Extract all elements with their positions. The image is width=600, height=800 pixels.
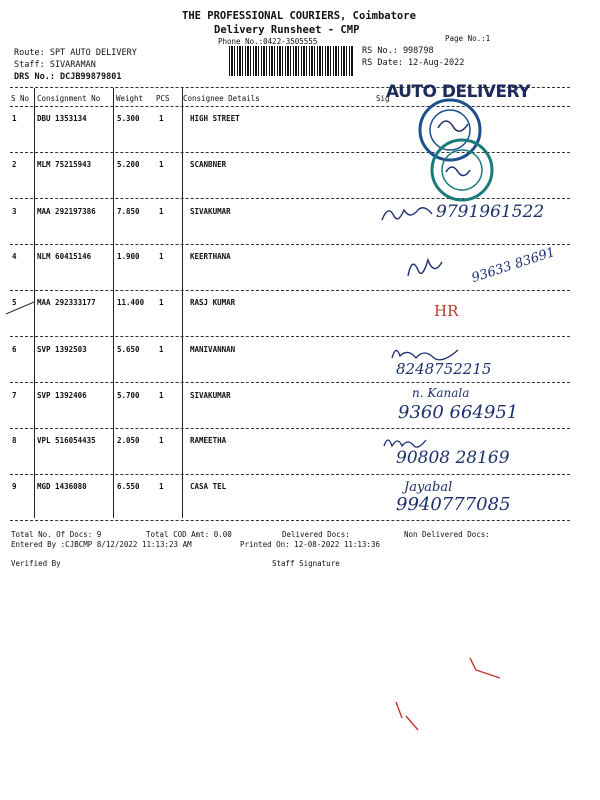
row-1-consignee: HIGH STREET bbox=[190, 114, 240, 123]
row-3-pcs: 1 bbox=[159, 207, 164, 216]
col-header-pcs: PCS bbox=[156, 94, 170, 103]
row-4-consignment: NLM 60415146 bbox=[37, 252, 92, 261]
row-4-pcs: 1 bbox=[159, 252, 164, 261]
delivered-docs: Delivered Docs: bbox=[282, 530, 350, 539]
page-number: Page No.:1 bbox=[445, 34, 491, 43]
handwritten-phone-row-7: 9360 664951 bbox=[398, 402, 519, 423]
handwritten-name-row-7: n. Kanala bbox=[412, 386, 470, 400]
col-header-consignee: Consignee Details bbox=[183, 94, 260, 103]
row-separator bbox=[10, 428, 570, 429]
row-5-weight: 11.400 bbox=[117, 298, 145, 307]
handwritten-name-row-9: Jayabal bbox=[404, 480, 453, 495]
row-4-sno: 4 bbox=[12, 252, 17, 261]
row-7-consignment: SVP 1392406 bbox=[37, 391, 87, 400]
col-header-consignment: Consignment No bbox=[37, 94, 101, 103]
row-separator bbox=[10, 290, 570, 291]
row-3-sno: 3 bbox=[12, 207, 17, 216]
row-7-sno: 7 bbox=[12, 391, 17, 400]
total-cod: Total COD Amt: 0.00 bbox=[146, 530, 232, 539]
row-3-consignee: SIVAKUMAR bbox=[190, 207, 231, 216]
row-1-consignment: DBU 1353134 bbox=[37, 114, 87, 123]
row-9-consignment: MGD 1436080 bbox=[37, 482, 87, 491]
row-6-weight: 5.650 bbox=[117, 345, 140, 354]
row-2-weight: 5.200 bbox=[117, 160, 140, 169]
non-delivered-docs: Non Delivered Docs: bbox=[404, 530, 490, 539]
red-ink-mark bbox=[392, 700, 426, 734]
auto-delivery-stamp: AUTO DELIVERY bbox=[386, 82, 531, 102]
red-ink-mark bbox=[466, 656, 506, 680]
row-5-consignee: RASJ KUMAR bbox=[190, 298, 236, 307]
verified-by: Verified By bbox=[11, 559, 61, 568]
rs-date: RS Date: 12-Aug-2022 bbox=[362, 58, 465, 68]
check-mark-icon bbox=[4, 298, 38, 318]
staff: Staff: SIVARAMAN bbox=[14, 60, 96, 70]
sheet-title: Delivery Runsheet - CMP bbox=[214, 24, 360, 36]
staff-signature: Staff Signature bbox=[272, 559, 340, 568]
row-2-pcs: 1 bbox=[159, 160, 164, 169]
row-9-weight: 6.550 bbox=[117, 482, 140, 491]
handwritten-phone-row-3: 9791961522 bbox=[436, 202, 545, 222]
entered-by: Entered By :CJBCMP 8/12/2022 11:13:23 AM bbox=[11, 540, 192, 549]
row-separator bbox=[10, 382, 570, 383]
col-header-weight: Weight bbox=[116, 94, 144, 103]
rs-number: RS No.: 998798 bbox=[362, 46, 434, 56]
signature-row-4 bbox=[402, 252, 452, 284]
row-separator bbox=[10, 474, 570, 475]
total-docs: Total No. Of Docs: 9 bbox=[11, 530, 102, 539]
phone-number: Phone No.:0422-3505555 bbox=[218, 37, 318, 46]
row-6-sno: 6 bbox=[12, 345, 17, 354]
row-6-pcs: 1 bbox=[159, 345, 164, 354]
handwritten-phone-row-9: 9940777085 bbox=[396, 494, 511, 515]
row-separator bbox=[10, 244, 570, 245]
row-8-consignee: RAMEETHA bbox=[190, 436, 227, 445]
company-name: THE PROFESSIONAL COURIERS, Coimbatore bbox=[182, 10, 416, 22]
col-header-sno: S No bbox=[11, 94, 30, 103]
handwritten-phone-row-8: 90808 28169 bbox=[396, 448, 510, 468]
row-1-pcs: 1 bbox=[159, 114, 164, 123]
signature-row-3 bbox=[378, 202, 438, 228]
row-6-consignee: MANIVANNAN bbox=[190, 345, 236, 354]
row-2-consignee: SCANBNER bbox=[190, 160, 227, 169]
row-8-pcs: 1 bbox=[159, 436, 164, 445]
row-1-weight: 5.300 bbox=[117, 114, 140, 123]
table-bottom-rule bbox=[10, 520, 570, 521]
row-8-sno: 8 bbox=[12, 436, 17, 445]
printed-on: Printed On: 12-08-2022 11:13:36 bbox=[240, 540, 380, 549]
row-separator bbox=[10, 336, 570, 337]
row-8-consignment: VPL 516054435 bbox=[37, 436, 96, 445]
handwritten-phone-row-4: 93633 83691 bbox=[469, 244, 558, 287]
row-1-sno: 1 bbox=[12, 114, 17, 123]
scanned-stamp-icon bbox=[410, 92, 506, 210]
col-header-signature: Sig bbox=[376, 94, 390, 103]
handwritten-phone-row-6: 8248752215 bbox=[396, 360, 492, 378]
row-2-sno: 2 bbox=[12, 160, 17, 169]
row-5-pcs: 1 bbox=[159, 298, 164, 307]
handwritten-note-row-5: HR bbox=[434, 302, 459, 320]
row-3-consignment: MAA 292197386 bbox=[37, 207, 96, 216]
row-9-pcs: 1 bbox=[159, 482, 164, 491]
row-6-consignment: SVP 1392503 bbox=[37, 345, 87, 354]
row-5-consignment: MAA 292333177 bbox=[37, 298, 96, 307]
row-9-sno: 9 bbox=[12, 482, 17, 491]
row-7-pcs: 1 bbox=[159, 391, 164, 400]
route: Route: SPT AUTO DELIVERY bbox=[14, 48, 137, 58]
row-3-weight: 7.850 bbox=[117, 207, 140, 216]
row-7-consignee: SIVAKUMAR bbox=[190, 391, 231, 400]
row-7-weight: 5.700 bbox=[117, 391, 140, 400]
drs-number: DRS No.: DCJB99879801 bbox=[14, 72, 122, 82]
row-2-consignment: MLM 75215943 bbox=[37, 160, 92, 169]
row-8-weight: 2.050 bbox=[117, 436, 140, 445]
row-4-consignee: KEERTHANA bbox=[190, 252, 231, 261]
row-5-sno: 5 bbox=[12, 298, 17, 307]
row-9-consignee: CASA TEL bbox=[190, 482, 227, 491]
row-4-weight: 1.900 bbox=[117, 252, 140, 261]
barcode bbox=[229, 46, 353, 76]
